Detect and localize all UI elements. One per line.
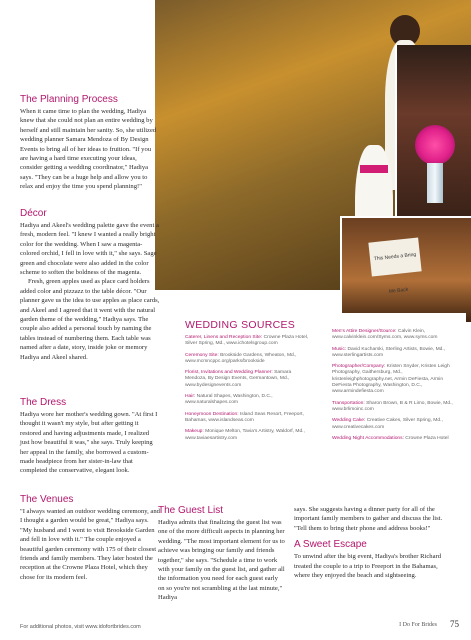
bride-sash	[360, 165, 388, 173]
source-entry	[332, 418, 460, 431]
source-label: Photographer/Company:	[332, 364, 386, 370]
source-text: Island Seas Resort, Freeport, Bahamas, www.islandseas.com	[185, 411, 304, 423]
source-text: Monique Melton, Tavia's Artistry, Waldorf, Md., www.taviaesartistry.com	[185, 429, 305, 441]
source-text: Kristen Snyder, Kristen Leigh Photography, Gaithersburg, Md., kristenleighphotography.net, Armin DeFiesta, Armin DeFiesta Photography, Washington, D.C., www.armindefiesta.com	[332, 364, 450, 395]
decor-paragraph-1: Hadiya and Akeel's wedding palette gave the event a fresh, modern feel. "I knew I wanted a really bright color for the wedding. When I saw a magenta-colored orchid, I fell in love with it," she says. Sage green and chocolate were also added in the color scheme to soften the boldness of the magenta.	[20, 222, 159, 277]
source-label: Men's Attire Designer/Source:	[332, 329, 397, 334]
centerpiece-photo	[395, 45, 471, 216]
decor-section	[20, 208, 160, 362]
source-label: Honeymoon Destination:	[185, 411, 239, 417]
source-text: Natural Shapes, Washington, D.C., www.naturalshapes.com	[185, 394, 273, 406]
dress-heading: The Dress	[20, 397, 67, 408]
source-text: Creative Cakes, Silver Spring, Md., www.creativecakes.com	[332, 418, 443, 430]
source-entry	[185, 353, 313, 366]
table-name-card: This Needs a Bring Me Back	[368, 237, 421, 276]
wedding-sources-title: WEDDING SOURCES	[185, 319, 296, 331]
source-label: Transportation:	[332, 400, 365, 406]
guest-list-continued-body: says. She suggests having a dinner party for all of the important family members to gather and discuss the list. "Tell them to bring their phone and address books!"	[294, 506, 443, 532]
page-number: 75	[450, 619, 459, 629]
footer-brand: I Do For Brides	[399, 622, 437, 628]
sweet-escape-body: To unwind after the big event, Hadiya's brother Richard treated the couple to a trip to Freeport in the Bahamas, where they enjoyed the beach and sightseeing.	[294, 553, 442, 580]
planning-process-body: When it came time to plan the wedding, Hadiya knew that she could not plan an entire wedding by herself and still maintain her sanity. So, she utilized wedding planner Samara Mendoza of By Design Events to bring all of her ideas to fruition. "If you are having a hard time executing your ideas, consider getting a wedding coordinator," Hadiya says. "They can be a huge help and allow you to relax and enjoy the time you spend planning!"	[20, 108, 157, 191]
footer-photos-link[interactable]: For additional photos, visit www.idofortbrides.com	[20, 624, 141, 630]
source-entry	[185, 429, 313, 442]
sources-right-column	[332, 329, 460, 447]
guest-list-body: Hadiya admits that finalizing the guest list was one of the more difficult aspects in planning her wedding. "The most important element for us to achieve was bringing our family and friends together," she says. "Schedule a time to work with your family on the guest list, and gather all the information you need for each guest early on so you're not scrambling at the last minute," Hadiya	[158, 519, 285, 602]
source-label: Hair:	[185, 394, 196, 400]
guest-list-section	[158, 505, 286, 603]
source-entry	[332, 436, 460, 442]
planning-process-section	[20, 94, 160, 192]
source-text: David Kucharski, Sterling Artists, Bowie, Md., www.sterlingartists.com	[332, 346, 446, 358]
decor-heading: Décor	[20, 208, 47, 219]
wedding-sources-box	[178, 313, 466, 500]
source-text: Sharon Brown, B & R Limo, Bowie, Md., www.brlimoinc.com	[332, 400, 453, 412]
vase	[427, 163, 443, 203]
guest-list-heading: The Guest List	[158, 505, 224, 516]
dress-body: Hadiya wore her mother's wedding gown. "At first I thought it wasn't my style, but after getting it restored and having adjustments made, I realized just how beautiful it was," she says. Truly keeping her appeal in the family, she borrowed a custom-made headpiece from her sister-in-law that completed the conservative, elegant look.	[20, 411, 158, 475]
source-entry	[332, 364, 460, 395]
source-text: Calvin Klein, www.calvinklein.com/Syms.com, www.syms.com	[332, 329, 438, 341]
source-label: Caterer, Linens and Reception Site:	[185, 335, 263, 340]
dress-section	[20, 397, 160, 476]
source-text: Crowne Plaza Hotel	[403, 435, 449, 441]
source-entry	[332, 329, 460, 342]
source-label: Ceremony Site:	[185, 352, 219, 358]
table-sign-photo	[340, 216, 471, 322]
source-entry	[332, 401, 460, 414]
guest-list-continued	[294, 505, 454, 580]
source-label: Florist, Invitations and Wedding Planner:	[185, 370, 273, 376]
source-text: Samara Mendoza, By Design Events, Germantown, Md., www.bydesignevents.com	[185, 370, 292, 388]
source-text: Crowne Plaza Hotel, Silver Spring, Md., www.ichotelsgroup.com	[185, 335, 309, 347]
orchid-flowers	[415, 125, 455, 165]
source-label: Wedding Cake:	[332, 418, 366, 424]
venues-section	[20, 494, 160, 582]
source-entry	[185, 412, 313, 425]
source-entry	[332, 347, 460, 360]
source-label: Music:	[332, 346, 347, 352]
source-label: Makeup:	[185, 429, 204, 435]
source-entry	[185, 370, 313, 389]
source-label: Wedding Night Accommodations:	[332, 435, 404, 441]
source-text: Brookside Gardens, Wheaton, Md., www.mcmncppc.org/parks/brookside	[185, 352, 297, 364]
decor-paragraph-2: Fresh, green apples used as place card holders added color and pizzazz to the table décor. "Our planner gave us the idea to use apples as place cards, and Akeel and I agreed that it went with the natural garden theme of the wedding," Hadiya says. The couple also added a personal touch by naming the tables instead of numbering them. Each table was named after a date, story, inside joke or memory Hadiya and Akeel shared.	[20, 278, 160, 361]
sources-left-column	[185, 335, 313, 447]
venues-heading: The Venues	[20, 494, 74, 505]
sweet-escape-heading: A Sweet Escape	[294, 539, 367, 551]
source-entry	[185, 394, 313, 407]
source-entry	[185, 335, 313, 348]
venues-body: "I always wanted an outdoor wedding ceremony, and I thought a garden would be great," Hadiya says. "My husband and I went to visit Brookside Garden and fell in love with it." The couple enjoyed a beautiful garden ceremony with 175 of their closest friends and family members. They later hosted the reception at the Crowne Plaza Hotel, which they chose for its modern feel.	[20, 508, 160, 581]
planning-process-heading: The Planning Process	[20, 94, 118, 105]
